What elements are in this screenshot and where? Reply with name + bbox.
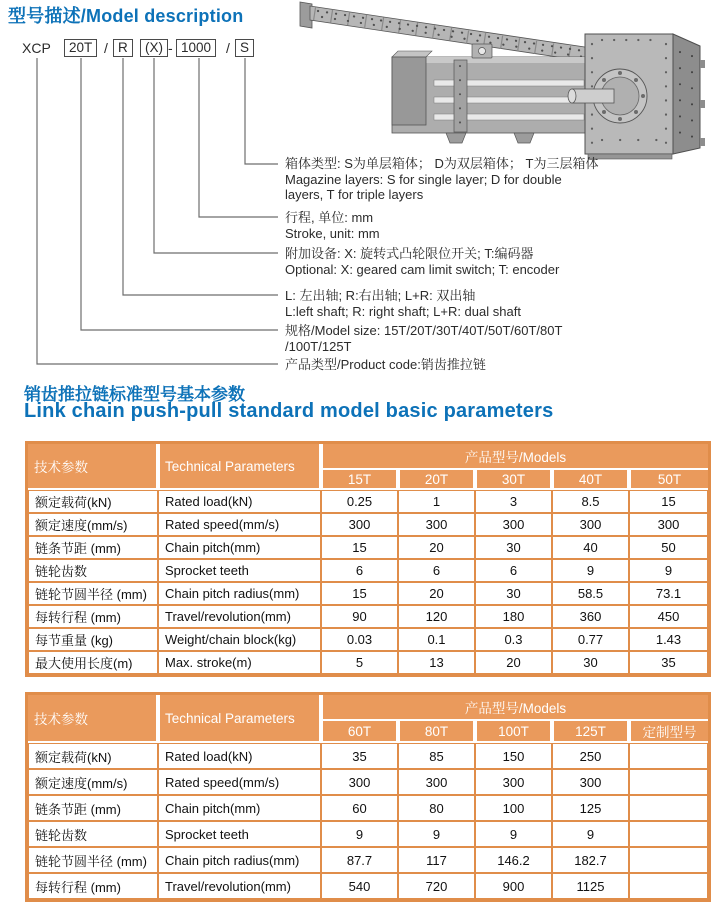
header-tech-params-cn: 技术参数: [28, 695, 158, 743]
table-row: [28, 795, 708, 821]
param-value: 450: [629, 605, 708, 628]
header-model-column: 100T: [475, 721, 552, 743]
param-name-cn: 链轮节圆半径 (mm): [28, 582, 158, 605]
param-value: 1: [398, 490, 475, 513]
annotation-optional: [285, 246, 711, 277]
param-value: 73.1: [629, 582, 708, 605]
param-name-en: Rated load(kN): [158, 743, 321, 769]
param-name-en: Max. stroke(m): [158, 651, 321, 674]
param-value: 300: [321, 513, 398, 536]
param-value: 40: [552, 536, 629, 559]
header-model-column: 定制型号: [629, 721, 708, 743]
model-code-dash: -: [168, 40, 173, 56]
param-value: 87.7: [321, 847, 398, 873]
param-value: [629, 769, 708, 795]
param-name-en: Chain pitch(mm): [158, 536, 321, 559]
param-name-en: Rated speed(mm/s): [158, 769, 321, 795]
header-model-column: 60T: [321, 721, 398, 743]
header-tech-params-en: Technical Parameters: [158, 444, 321, 490]
annotation-line: /100T/125T: [285, 338, 352, 354]
param-value: 300: [321, 769, 398, 795]
param-name-en: Chain pitch radius(mm): [158, 847, 321, 873]
param-value: [629, 873, 708, 899]
table-row: [28, 743, 708, 769]
param-value: 15: [321, 536, 398, 559]
model-code-separator: /: [226, 40, 230, 56]
parameters-table-15t-50t: [25, 441, 711, 677]
param-name-en: Sprocket teeth: [158, 821, 321, 847]
header-tech-params-en: Technical Parameters: [158, 695, 321, 743]
param-value: 120: [398, 605, 475, 628]
param-value: 9: [552, 559, 629, 582]
header-model-column: 30T: [475, 470, 552, 490]
annotation-line: 规格/Model size: 15T/20T/30T/40T/50T/60T/80T: [285, 323, 563, 338]
param-name-en: Travel/revolution(mm): [158, 605, 321, 628]
param-name-cn: 每节重量 (kg): [28, 628, 158, 651]
model-code-shaft-box: R: [113, 39, 133, 57]
param-value: 50: [629, 536, 708, 559]
model-code-separator: /: [104, 40, 108, 56]
table-row: [28, 536, 708, 559]
annotation-line: 产品类型/Product code:销齿推拉链: [285, 357, 486, 372]
param-value: 20: [398, 536, 475, 559]
param-value: [629, 847, 708, 873]
annotation-line: L:left shaft; R: right shaft; L+R: dual shaft: [285, 303, 521, 319]
param-name-cn: 额定载荷(kN): [28, 743, 158, 769]
param-value: 300: [475, 769, 552, 795]
param-value: 720: [398, 873, 475, 899]
header-model-column: 20T: [398, 470, 475, 490]
param-value: 360: [552, 605, 629, 628]
param-value: 182.7: [552, 847, 629, 873]
param-value: 300: [629, 513, 708, 536]
table-row: [28, 582, 708, 605]
param-value: 117: [398, 847, 475, 873]
param-value: 20: [398, 582, 475, 605]
model-code-optional-box: (X): [140, 39, 168, 57]
table-row: [28, 821, 708, 847]
param-value: 6: [475, 559, 552, 582]
header-model-column: 15T: [321, 470, 398, 490]
param-value: 30: [475, 536, 552, 559]
param-name-en: Chain pitch(mm): [158, 795, 321, 821]
param-value: 60: [321, 795, 398, 821]
param-value: 6: [398, 559, 475, 582]
annotation-shaft: [285, 288, 711, 319]
param-value: 0.25: [321, 490, 398, 513]
param-value: 85: [398, 743, 475, 769]
param-name-en: Rated load(kN): [158, 490, 321, 513]
param-value: 9: [629, 559, 708, 582]
annotation-model-size: [285, 323, 711, 354]
param-value: 180: [475, 605, 552, 628]
table-row: [28, 605, 708, 628]
param-value: 9: [475, 821, 552, 847]
param-name-cn: 最大使用长度(m): [28, 651, 158, 674]
param-value: 58.5: [552, 582, 629, 605]
section-title-cn: 销齿推拉链标准型号基本参数: [24, 385, 245, 404]
annotation-line: Magazine layers: S for single layer; D for double: [285, 171, 562, 187]
param-name-cn: 链条节距 (mm): [28, 795, 158, 821]
param-value: 0.1: [398, 628, 475, 651]
param-name-cn: 额定载荷(kN): [28, 490, 158, 513]
param-name-en: Rated speed(mm/s): [158, 513, 321, 536]
param-value: 30: [552, 651, 629, 674]
annotation-line: 箱体类型: S为单层箱体； D为双层箱体； T为三层箱体: [285, 156, 599, 171]
param-value: 3: [475, 490, 552, 513]
param-value: 0.3: [475, 628, 552, 651]
param-value: 6: [321, 559, 398, 582]
table-row: [28, 628, 708, 651]
annotation-line: L: 左出轴; R:右出轴; L+R: 双出轴: [285, 288, 476, 303]
param-value: 540: [321, 873, 398, 899]
param-value: 125: [552, 795, 629, 821]
param-name-cn: 每转行程 (mm): [28, 873, 158, 899]
param-value: 300: [475, 513, 552, 536]
param-value: 35: [321, 743, 398, 769]
param-name-cn: 链轮齿数: [28, 821, 158, 847]
param-value: [629, 795, 708, 821]
param-value: 90: [321, 605, 398, 628]
param-name-cn: 链条节距 (mm): [28, 536, 158, 559]
annotation-magazine-layers: [285, 156, 711, 203]
param-value: 30: [475, 582, 552, 605]
table-row: [28, 847, 708, 873]
header-models-label: 产品型号/Models: [321, 444, 708, 470]
header-model-column: 50T: [629, 470, 708, 490]
param-value: 35: [629, 651, 708, 674]
param-value: 15: [629, 490, 708, 513]
param-value: 9: [321, 821, 398, 847]
param-name-cn: 链轮节圆半径 (mm): [28, 847, 158, 873]
table-row: [28, 490, 708, 513]
param-name-en: Sprocket teeth: [158, 559, 321, 582]
param-value: [629, 821, 708, 847]
param-value: [629, 743, 708, 769]
param-value: 250: [552, 743, 629, 769]
param-value: 15: [321, 582, 398, 605]
param-value: 300: [552, 769, 629, 795]
table-row: [28, 651, 708, 674]
parameters-table-60t-125t: [25, 692, 711, 902]
product-illustration: [286, 0, 716, 162]
annotation-line: 附加设备: X: 旋转式凸轮限位开关; T:编码器: [285, 246, 534, 261]
param-name-en: Travel/revolution(mm): [158, 873, 321, 899]
model-code-stroke-box: 1000: [176, 39, 216, 57]
param-value: 8.5: [552, 490, 629, 513]
param-value: 9: [552, 821, 629, 847]
annotation-stroke: [285, 210, 711, 241]
param-value: 1.43: [629, 628, 708, 651]
table-row: [28, 513, 708, 536]
param-value: 80: [398, 795, 475, 821]
param-value: 5: [321, 651, 398, 674]
param-value: 20: [475, 651, 552, 674]
param-name-cn: 链轮齿数: [28, 559, 158, 582]
param-value: 150: [475, 743, 552, 769]
model-code-magazine-box: S: [235, 39, 254, 57]
annotation-product-code: [285, 357, 711, 373]
leader-lines: [0, 0, 300, 380]
param-value: 300: [398, 769, 475, 795]
param-value: 900: [475, 873, 552, 899]
model-code-prefix: XCP: [22, 40, 51, 56]
param-value: 146.2: [475, 847, 552, 873]
header-model-column: 40T: [552, 470, 629, 490]
param-value: 0.03: [321, 628, 398, 651]
table-row: [28, 769, 708, 795]
annotation-line: layers, T for triple layers: [285, 187, 424, 202]
param-name-en: Weight/chain block(kg): [158, 628, 321, 651]
annotation-line: 行程, 单位: mm: [285, 210, 374, 225]
table-row: [28, 559, 708, 582]
annotation-line: Stroke, unit: mm: [285, 225, 380, 241]
param-value: 9: [398, 821, 475, 847]
param-value: 13: [398, 651, 475, 674]
param-value: 1125: [552, 873, 629, 899]
model-code-size-box: 20T: [64, 39, 97, 57]
param-value: 100: [475, 795, 552, 821]
page-title: 型号描述/Model description: [8, 6, 244, 26]
param-name-cn: 额定速度(mm/s): [28, 513, 158, 536]
param-value: 300: [398, 513, 475, 536]
param-value: 300: [552, 513, 629, 536]
section-title-en: Link chain push-pull standard model basic parameters: [24, 400, 554, 422]
header-tech-params-cn: 技术参数: [28, 444, 158, 490]
param-name-cn: 额定速度(mm/s): [28, 769, 158, 795]
param-name-en: Chain pitch radius(mm): [158, 582, 321, 605]
table-row: [28, 873, 708, 899]
param-value: 0.77: [552, 628, 629, 651]
header-model-column: 80T: [398, 721, 475, 743]
header-model-column: 125T: [552, 721, 629, 743]
annotation-line: Optional: X: geared cam limit switch; T: encoder: [285, 261, 560, 277]
param-name-cn: 每转行程 (mm): [28, 605, 158, 628]
header-models-label: 产品型号/Models: [321, 695, 708, 721]
